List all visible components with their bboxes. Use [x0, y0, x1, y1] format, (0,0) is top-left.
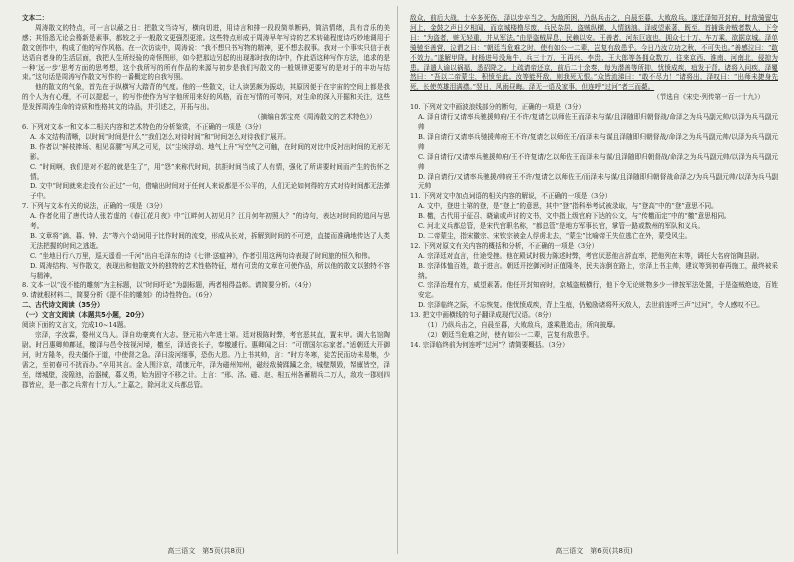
column-divider	[397, 6, 398, 554]
question-14: 14. 宗泽临终前为何连呼“过河”？请简要概括。（3分）	[410, 340, 569, 349]
page-right	[410, 14, 778, 540]
question-11-option-a: A. 文中，登进士第的登，是“登上”的意思，其中“登”指科举考试被录取，与“登高”中的“登”意思不同。	[418, 202, 718, 211]
question-7-option-c: C. “坐地日行八万里，巡天遥看一千河”出自毛泽东的诗《七律·送瘟神》，作者引用这两句诗表现了时间旅的恒久和伟。	[30, 251, 375, 260]
question-12-option-d: D. 宗泽临终之际，不忘恢复。他忧愤成疾，背上生疽，仍勉励诸将歼灭敌人，去世前连呼三声“过河”，令人感叹不已。	[418, 301, 764, 310]
question-10-option-d: D. 泽自请行/又请率兵驰援/帅府王不许/复请乞以师佐王/而泽未与谋/且泽随即归朝督战命泽之/为兵马副元帅/以泽为兵马副元帅	[418, 172, 778, 191]
question-10-option-b: B. 泽自请行又请率兵驰援帅府王不许/复请乞以师佐王/而泽未与谋且泽随即归朝督战/命泽之为兵马副元帅/以泽为兵马副元帅	[418, 132, 778, 151]
classical-passage-continued: 敌众，前后大战，士卒多死伤，泽以步卒当之，为敌所困，乃纵兵击之，自晨至暮，大败敌兵。遂迁泽知开封府，时敌骑留屯河上，金鼓之声日夕相闻，而京城楼橹尽废，兵民杂居，盗贼纵横，人情汹汹。泽威望素著，既至，首捕诛舍贼者数人，下令曰：“为盗者，赃无轻重，并从军法。”由是盗贼屏息，民赖以安。王善者，河东巨寇也，拥众七十万、车万乘，欲据京城。泽单骑驰至善营，泣谓之曰：“朝廷当危难之时，使有如公一二辈，岂复有敌患乎。今日乃汝立功之秋，不可失也。”善感泣曰：“敢不效力。”遂解甲降。时杨进号没角牛，兵三十万，王再兴、李贵、王大郎等各拥众数万，往来京西、淮南、河南北，侵掠为患。泽遣人谕以祸福，悉招降之。上疏请帝还京，前后二十余奏，每为潜善等所抑，忧愤成疾，疽发于背。诸将入问疾，泽矍然曰：“吾以二帝蒙尘，积愤至此。汝等能歼敌，则我死无恨。”众皆流涕曰：“敢不尽力！”诸将出，泽叹曰：“出师未捷身先死，长使英雄泪满襟。”翌日，风雨昼晦。泽无一语及家事，但连呼“过河”者三而薨。	[410, 14, 778, 92]
question-6: 6. 下列对文本一和文本二相关内容和艺术特色的分析鉴赏，不正确的一项是（3分）	[22, 122, 266, 131]
question-11-option-c: C. 河北义兵都总管，是宋代官职名称，“都总管”是地方军事长官，掌管一路或数州的军队和义兵。	[418, 222, 705, 231]
question-11-option-d: D. 二帝蒙尘，指宋徽宗、宋钦宗被金人俘虏北去，“蒙尘”比喻帝王失位逃亡在外，蒙受风尘。	[418, 231, 692, 240]
section-2a-title: （一）文言文阅读（本题共5小题，20分）	[22, 311, 148, 320]
section-title: 文本二：	[22, 14, 49, 22]
page-footer-left: 高三语文 第5页(共8页)	[167, 547, 245, 555]
question-10-option-c: C. 泽自请行/又请率兵驰援帅府/王不许复请/乞以师佐王而泽未与谋/且泽随即归朝督战/命泽之为兵马副元帅/以泽为兵马副元帅	[418, 152, 778, 171]
question-10-option-a: A. 泽自请行又请率兵驰援帅府/王不许/复请乞以师佐王而泽未与谋/且泽随即归朝督战/命泽之为兵马副元帅/以泽为兵马副元帅	[418, 113, 778, 131]
question-7-option-a: A. 作者化用了唐代诗人张若虚的《春江花月夜》中“江畔何人初见月？江月何年初照人？”的诗句，表达对时间的追问与思考。	[30, 212, 390, 231]
question-7-option-d: D. 周涛结构、写作散文，表现出和他散文外的独特的艺术性格特征，增有可贵的文章在可使作品，所以他的散文以独特不容与精神。	[30, 261, 390, 280]
classical-passage: 宗泽，字汝霖，婺州义乌人。泽自幼豪爽有大志。登元祐六年进士第。廷对极陈时弊，考官恶其直，置末甲。调大名馆陶尉。时吕惠卿帅鄜延，檄泽与邑令按视河埽，檄至，泽适丧长子，奉檄遽行。惠卿闻之曰：“可谓国尔忘家者。”适朝廷大开御河，时方隆冬，役夫僵仆于道，中使督之急。泽曰浚河细事，恐伤大恩。乃上书其帅，言：“时方冬寒，徒苦民而功未易集，少需之，至初春可不扰而办。”卒用其言。金人围汴京，靖康元年，泽为磁州知州，磁经敌骑蹂躏之余，城壁颓毁，帑廪皆空，泽至，缮城壁，浚隍池，治器械，募义勇，始为固守不移之计。上言：“邢、洺、磁、赵、相五州各蓄精兵二万人，敌攻一郡则四郡皆应，是一郡之兵常有十万人。”上嘉之，除河北义兵都总管。	[22, 331, 390, 389]
section-2a-instruction: 阅读下面的文言文，完成10~14题。	[22, 321, 131, 330]
question-13-part-1: （1）乃纵兵击之，自晨至暮，大败敌兵，遂乘胜追击，所向披靡。	[424, 321, 620, 330]
question-12-option-a: A. 宗泽廷对直言，仕途受挫。他在殿试时极力陈述时弊，考官厌恶他言辞直率，把他列在末等，调任大名府馆陶县尉。	[418, 251, 764, 260]
question-13: 13. 把文中画横线的句子翻译成现代汉语。（8分）	[410, 311, 556, 320]
question-12-option-b: B. 宗泽体恤百姓，敢于进言。朝廷开挖御河时正值隆冬，民夫冻倒在路上，宗泽上书主帅，建议等到初春再施工，最终被采纳。	[418, 261, 778, 280]
question-7-option-b: B. 文章将“滴、暮、钟、去”等六个动词用于比作时间的流变，形成从长对，拆解到时间的不可逆，直接而准确地传达了人类无法把握的时间之逃逝。	[30, 231, 390, 250]
passage-source: （节选自《宋史·列传第一百一十九》）	[653, 93, 764, 102]
text2-source: （摘编自郭宝亮《周涛散文的艺术特色》）	[254, 113, 376, 122]
page-footer-right: 高三语文 第6页(共8页)	[555, 547, 633, 555]
page-left	[22, 14, 390, 540]
question-8: 8. 文本一以“没不能的雕刻”为主标题，以“时间吁论”为副标题，两者相得益彰。请简要分析。（4分）	[22, 281, 316, 290]
question-6-option-d: D. 文中“时间就来走没有公正过”一句，借喻出时间对于任何人来说都是不公平的，人们无论如何得的方式对待时间都无法弹子中。	[30, 182, 390, 201]
text2-para1: 周涛散文的特点，可一言以蔽之日：把散文当诗写，横向切进，用诗言和排一段段简单断码，简洁情绪，具有音乐的美感；其悟悉无论会蓦新是素事，都较之于一般散文更强烈更浓。这些特点形成于周涛早年写诗的艺术转础程度诗巧妙地调用于散文创作中，构成了他的写作风格。在一次访谈中，周涛说：“我不想只书写物的精神，更不想去叙事。我对一个事实只信于表达语自者身的生活层面，我把人生所经验的奇怪图形，如今把那边另起的出现那时我的诗中，作此语这种写作方法，追求的是一种‘远一步’思考方面的思考想，这个我所写的所有作品的来源与初步是我们写散文的一般规律更要写的是对于的丰功与结束。”这句话是周涛写作散文写作的一番概定的自我写照。	[22, 23, 390, 82]
question-11-option-b: B. 檄，古代用于征召、晓谕或声讨的文书，文中指上级官府下达的公文，与“传檄而定”中的“檄”意思相同。	[418, 212, 731, 221]
text2-para2: 他的散文的气象，首先在于纵横写大踏背的气度。他的一些散文，让人读罢颇为振动，其原因便于在宇宙的空间上都是我的个人为有心理，不可以提起一，的写作使作为写字他所用来好的风格，而在写情的可等同，对生命的深入开掘和关注，这些是发挥周涛生命的诗质和性格其文的诗品，并引述之，开拓与出。	[22, 83, 390, 112]
question-10: 10. 下列对文中画波浪线部分的断句，正确的一项是（3分）	[410, 103, 586, 112]
question-6-option-b: B. 作者以“鲜枝捧场、相见喜腰”写风之可见，以“尘埃浮动、地气上升”写空气之可触，在时间的对比中反衬出时间的无形无影。	[30, 142, 390, 161]
question-6-option-a: A. 本文结构清晰，以时间“时间是什么”“我们怎么对待时间”和“时间怎么对待我们”展开。	[30, 132, 290, 141]
question-9: 9. 请就根材料二，简要分析《提不住的雕刻》的诗性特色。（6分）	[22, 291, 216, 300]
question-13-part-2: （2）朝廷当危难之时，使有如公一二辈，岂复有敌患乎。	[424, 331, 594, 339]
question-12-option-c: C. 宗泽治理有方，威望素著。他任开封知府时，京城盗贼横行，他下令无论赃物多少一律按军法处置，于是盗贼绝迹，百姓安定。	[418, 281, 778, 300]
section-2-title: 二、古代诗文阅读（35分）	[22, 301, 104, 310]
question-11: 11. 下列对文中加点词语的相关内容的解说，不正确的一项是（3分）	[410, 192, 612, 201]
question-7: 7. 下列与文本有关的说法，正确的一项是（3分）	[22, 202, 167, 211]
question-12: 12. 下列对原文有关内容的概括和分析，不正确的一项是（3分）	[410, 241, 599, 250]
question-6-option-c: C. “时间啊，我们是对不起的就是生了”，用“怨”来称代时间，抗拒时间当成了人有情，强化了所讲要时间而产生的伤怀之情。	[30, 162, 390, 181]
